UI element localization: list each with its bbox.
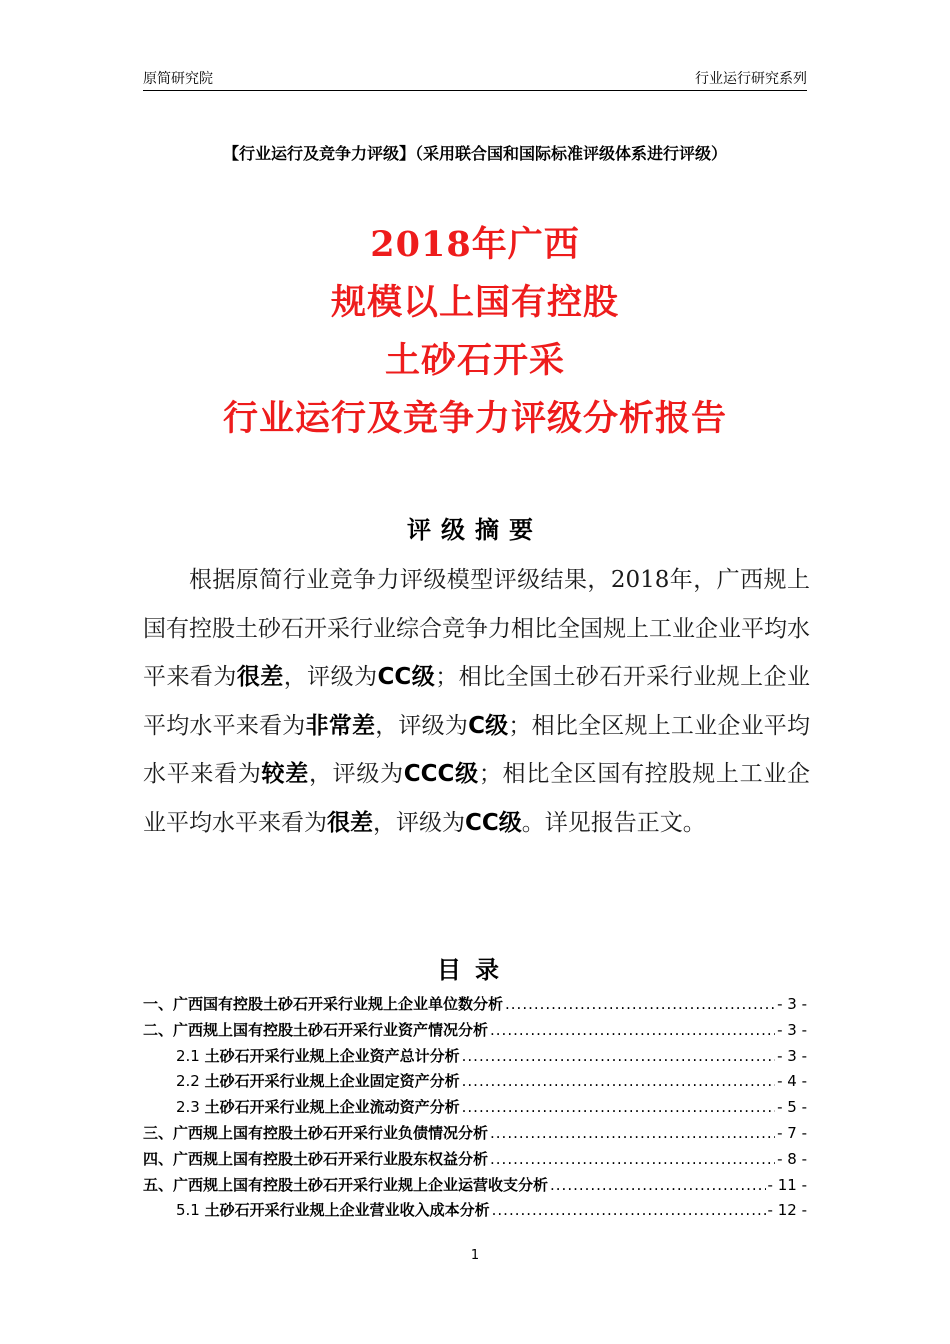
- header-org-name: 原简研究院: [143, 71, 213, 87]
- toc-page-number: - 5 -: [777, 1098, 807, 1117]
- toc-entry-title: [176, 1069, 460, 1095]
- toc-entry-number: 2.1: [176, 1046, 205, 1065]
- summary-text-run: ；相比全国土砂石开采行业规上企业平均水平来看为: [143, 664, 810, 739]
- title-line-1: 2018年广西: [370, 224, 580, 265]
- header-divider: [143, 90, 807, 91]
- summary-rating-emphasis: 很差: [236, 664, 284, 690]
- rating-method-line: 【行业运行及竞争力评级】（采用联合国和国际标准评级体系进行评级）: [222, 144, 727, 163]
- table-of-contents: [143, 992, 807, 1224]
- toc-dot-leader: [492, 1198, 766, 1224]
- summary-text-run: ，评级为: [373, 809, 465, 836]
- toc-entry[interactable]: [143, 1069, 807, 1095]
- toc-entry-number: 2.3: [176, 1098, 205, 1117]
- title-line-4: 行业运行及竞争力评级分析报告: [222, 399, 727, 439]
- toc-entry-title: 五、广西规上国有控股土砂石开采行业规上企业运营收支分析: [143, 1175, 549, 1194]
- toc-dot-leader: [490, 1147, 775, 1173]
- summary-rating-emphasis: CC级: [465, 809, 522, 836]
- toc-dot-leader: [462, 1044, 775, 1070]
- summary-text-run: ，评级为: [283, 664, 378, 690]
- toc-entry-number: 2.2: [176, 1072, 205, 1091]
- toc-entry[interactable]: [143, 1018, 807, 1044]
- summary-rating-emphasis: C级: [468, 712, 509, 739]
- toc-entry[interactable]: [143, 1173, 807, 1199]
- summary-paragraph: [143, 556, 810, 847]
- summary-rating-emphasis: 较差: [261, 761, 309, 787]
- toc-heading: 目录: [437, 956, 513, 984]
- toc-page-number: - 12 -: [767, 1201, 807, 1220]
- toc-dot-leader: [490, 1018, 775, 1044]
- page-number: 1: [470, 1248, 480, 1263]
- toc-entry-label: 土砂石开采行业规上企业资产总计分析: [204, 1046, 460, 1065]
- summary-text-run: ；相比全区规上工业企业平均水平来看为: [143, 712, 811, 787]
- summary-rating-emphasis: CC级: [377, 664, 436, 690]
- summary-text-run: ；相比全区国有控股规上工业企业平均水平来看为: [143, 761, 811, 836]
- toc-page-number: - 4 -: [777, 1072, 807, 1091]
- summary-heading: 评级摘要: [407, 516, 543, 544]
- summary-rating-emphasis: 很差: [327, 809, 373, 836]
- summary-text-run: ，评级为: [375, 712, 469, 739]
- toc-dot-leader: [462, 1095, 775, 1121]
- toc-entry-label: 土砂石开采行业规上企业营业收入成本分析: [204, 1201, 490, 1220]
- toc-entry[interactable]: [143, 1095, 807, 1121]
- toc-entry-title: [176, 1095, 460, 1121]
- toc-entry[interactable]: [143, 1147, 807, 1173]
- toc-entry[interactable]: [143, 1198, 807, 1224]
- toc-dot-leader: [550, 1173, 766, 1199]
- toc-dot-leader: [462, 1069, 775, 1095]
- report-title: [0, 216, 950, 448]
- toc-entry[interactable]: [143, 992, 807, 1018]
- toc-page-number: - 11 -: [767, 1175, 807, 1194]
- toc-page-number: - 7 -: [777, 1123, 807, 1142]
- header-series-name: 行业运行研究系列: [695, 71, 807, 87]
- toc-entry-label: 土砂石开采行业规上企业流动资产分析: [204, 1098, 460, 1117]
- toc-entry-title: [176, 1044, 460, 1070]
- toc-page-number: - 3 -: [777, 1046, 807, 1065]
- toc-entry-title: 三、广西规上国有控股土砂石开采行业负债情况分析: [143, 1123, 489, 1142]
- title-line-2: 规模以上国有控股: [330, 283, 619, 323]
- toc-entry-title: [176, 1198, 490, 1224]
- toc-entry-label: 土砂石开采行业规上企业固定资产分析: [204, 1072, 460, 1091]
- summary-text-run: ，评级为: [308, 761, 404, 787]
- toc-entry-title: 二、广西规上国有控股土砂石开采行业资产情况分析: [143, 1020, 489, 1039]
- toc-page-number: - 8 -: [777, 1149, 807, 1168]
- toc-entry[interactable]: [143, 1044, 807, 1070]
- toc-dot-leader: [490, 1121, 775, 1147]
- title-line-3: 土砂石开采: [384, 341, 565, 381]
- summary-body: [143, 556, 810, 847]
- summary-rating-emphasis: CCC级: [403, 761, 479, 787]
- toc-entry-title: 一、广西国有控股土砂石开采行业规上企业单位数分析: [143, 995, 504, 1013]
- toc-entry[interactable]: [143, 1121, 807, 1147]
- summary-text-run: 根据原简行业竞争力评级模型评级结果，2018年，广西规上国有控股土砂石开采行业综合竞争力相比全国规上工业企业平均水平来看为: [143, 567, 810, 690]
- summary-rating-emphasis: 非常差: [305, 712, 376, 739]
- toc-entry-number: 5.1: [176, 1201, 205, 1220]
- toc-page-number: - 3 -: [777, 1020, 807, 1039]
- toc-dot-leader: [505, 992, 775, 1018]
- toc-entry-title: 四、广西规上国有控股土砂石开采行业股东权益分析: [143, 1149, 489, 1168]
- toc-page-number: - 3 -: [777, 995, 807, 1013]
- summary-text-run: 。详见报告正文。: [521, 809, 706, 836]
